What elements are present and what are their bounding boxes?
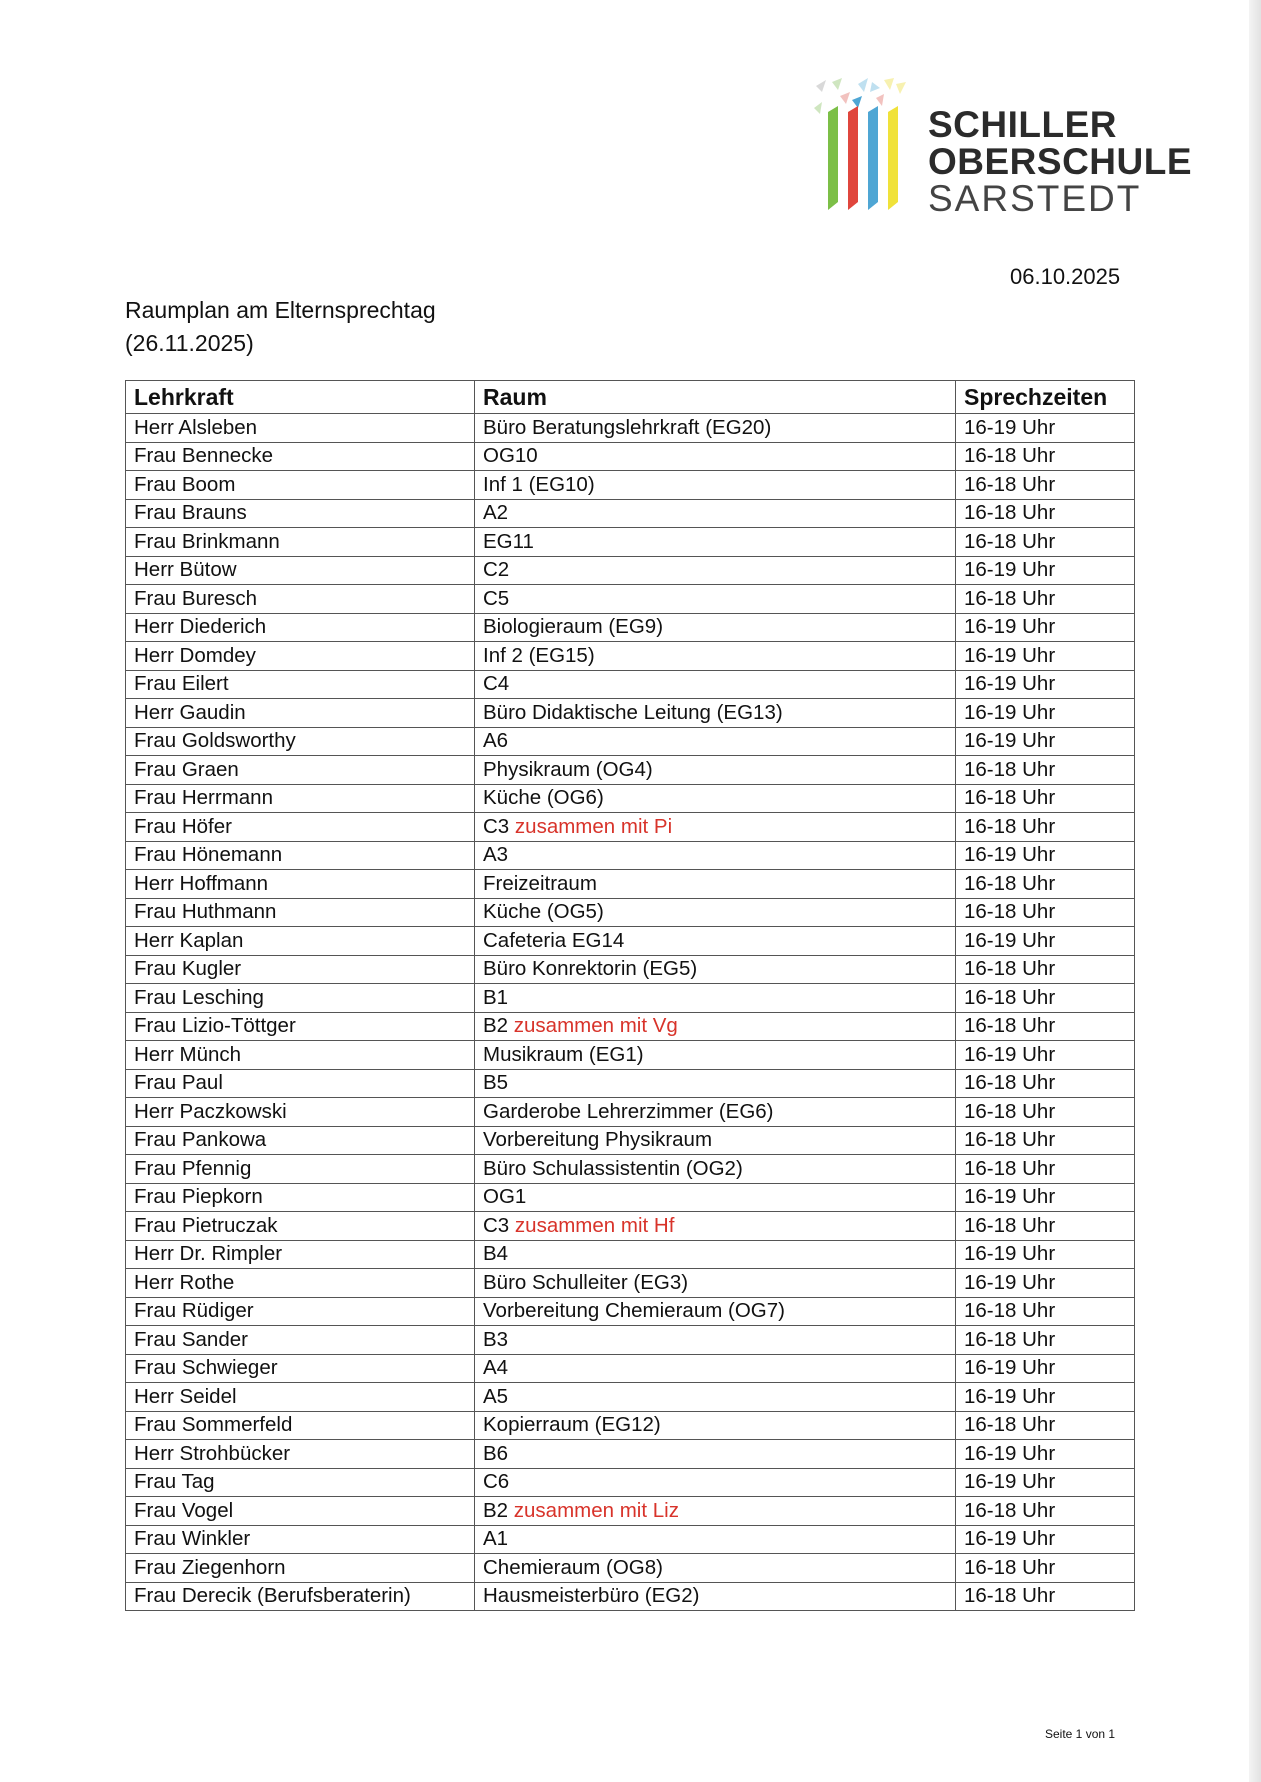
- room-label: B5: [483, 1071, 509, 1095]
- time-cell: 16-18 Uhr: [956, 784, 1135, 813]
- teacher-cell: Herr Paczkowski: [126, 1098, 475, 1127]
- time-cell: 16-19 Uhr: [956, 841, 1135, 870]
- time-cell: 16-18 Uhr: [956, 1155, 1135, 1184]
- room-note: zusammen mit Vg: [513, 1014, 678, 1038]
- room-cell: [475, 841, 956, 870]
- room-label: OG10: [483, 444, 538, 468]
- teacher-cell: Herr Rothe: [126, 1269, 475, 1298]
- room-cell: [475, 414, 956, 443]
- time-cell: 16-18 Uhr: [956, 1582, 1135, 1611]
- teacher-cell: Herr Dr. Rimpler: [126, 1240, 475, 1269]
- table-row: [126, 1126, 1135, 1155]
- document-date: 06.10.2025: [1010, 264, 1121, 289]
- header-room: Raum: [475, 381, 956, 414]
- room-cell: [475, 1354, 956, 1383]
- teacher-cell: Frau Goldsworthy: [126, 727, 475, 756]
- table-row: [126, 1240, 1135, 1269]
- room-label: Büro Konrektorin (EG5): [483, 957, 698, 981]
- room-cell: [475, 1468, 956, 1497]
- table-row: [126, 1183, 1135, 1212]
- time-cell: 16-18 Uhr: [956, 984, 1135, 1013]
- table-row: [126, 670, 1135, 699]
- room-cell: [475, 1240, 956, 1269]
- time-cell: 16-19 Uhr: [956, 1383, 1135, 1412]
- table-row: [126, 585, 1135, 614]
- title-line2: (26.11.2025): [125, 330, 254, 356]
- room-note: zusammen mit Liz: [513, 1498, 679, 1522]
- room-label: Biologieraum (EG9): [483, 615, 664, 639]
- table-row: [126, 642, 1135, 671]
- room-cell: [475, 1383, 956, 1412]
- room-cell: [475, 1069, 956, 1098]
- teacher-cell: Frau Brinkmann: [126, 528, 475, 557]
- time-cell: 16-19 Uhr: [956, 1440, 1135, 1469]
- teacher-cell: Frau Bennecke: [126, 442, 475, 471]
- time-cell: 16-18 Uhr: [956, 1212, 1135, 1241]
- room-cell: [475, 670, 956, 699]
- table-header-row: [126, 381, 1135, 414]
- table-row: [126, 784, 1135, 813]
- room-cell: [475, 1269, 956, 1298]
- table-row: [126, 841, 1135, 870]
- time-cell: 16-19 Uhr: [956, 670, 1135, 699]
- time-cell: 16-18 Uhr: [956, 1554, 1135, 1583]
- room-label: C6: [483, 1470, 510, 1494]
- teacher-cell: Frau Herrmann: [126, 784, 475, 813]
- page-number: Seite 1 von 1: [1045, 1727, 1116, 1741]
- room-label: A4: [483, 1356, 509, 1380]
- table-row: [126, 471, 1135, 500]
- room-cell: [475, 813, 956, 842]
- room-label: B2: [483, 1498, 509, 1522]
- room-cell: [475, 1183, 956, 1212]
- teacher-cell: Frau Vogel: [126, 1497, 475, 1526]
- table-row: [126, 1582, 1135, 1611]
- time-cell: 16-18 Uhr: [956, 585, 1135, 614]
- room-cell: [475, 784, 956, 813]
- table-row: [126, 414, 1135, 443]
- room-note: zusammen mit Hf: [514, 1213, 675, 1237]
- teacher-cell: Herr Seidel: [126, 1383, 475, 1412]
- time-cell: 16-19 Uhr: [956, 1354, 1135, 1383]
- teacher-cell: Herr Strohbücker: [126, 1440, 475, 1469]
- title-line1: Raumplan am Elternsprechtag: [125, 297, 436, 323]
- room-plan-table: [125, 380, 1135, 1611]
- teacher-cell: Frau Rüdiger: [126, 1297, 475, 1326]
- teacher-cell: Frau Ziegenhorn: [126, 1554, 475, 1583]
- teacher-cell: Frau Buresch: [126, 585, 475, 614]
- room-cell: [475, 556, 956, 585]
- teacher-cell: Herr Gaudin: [126, 699, 475, 728]
- time-cell: 16-19 Uhr: [956, 556, 1135, 585]
- document-title: [125, 294, 436, 360]
- room-cell: [475, 1041, 956, 1070]
- table-row: [126, 613, 1135, 642]
- room-cell: [475, 898, 956, 927]
- room-cell: [475, 499, 956, 528]
- room-label: Garderobe Lehrerzimmer (EG6): [483, 1099, 774, 1123]
- room-label: Kopierraum (EG12): [483, 1413, 661, 1437]
- room-label: Physikraum (OG4): [483, 757, 653, 781]
- room-label: Freizeitraum: [483, 871, 597, 895]
- table-row: [126, 1440, 1135, 1469]
- time-cell: 16-18 Uhr: [956, 1098, 1135, 1127]
- room-cell: [475, 442, 956, 471]
- room-cell: [475, 1440, 956, 1469]
- teacher-cell: Frau Höfer: [126, 813, 475, 842]
- table-row: [126, 1297, 1135, 1326]
- room-label: Büro Didaktische Leitung (EG13): [483, 700, 783, 724]
- teacher-cell: Frau Winkler: [126, 1525, 475, 1554]
- teacher-cell: Frau Huthmann: [126, 898, 475, 927]
- table-row: [126, 1525, 1135, 1554]
- time-cell: 16-18 Uhr: [956, 955, 1135, 984]
- table-row: [126, 699, 1135, 728]
- room-cell: [475, 984, 956, 1013]
- room-cell: [475, 699, 956, 728]
- time-cell: 16-19 Uhr: [956, 727, 1135, 756]
- room-cell: [475, 870, 956, 899]
- table-row: [126, 1155, 1135, 1184]
- room-label: Inf 2 (EG15): [483, 643, 595, 667]
- room-cell: [475, 471, 956, 500]
- table-row: [126, 1554, 1135, 1583]
- table-row: [126, 1383, 1135, 1412]
- room-label: A6: [483, 729, 509, 753]
- table-row: [126, 870, 1135, 899]
- teacher-cell: Frau Tag: [126, 1468, 475, 1497]
- table-row: [126, 1041, 1135, 1070]
- teacher-cell: Frau Sander: [126, 1326, 475, 1355]
- room-cell: [475, 1126, 956, 1155]
- room-label: A5: [483, 1384, 509, 1408]
- room-label: OG1: [483, 1185, 527, 1209]
- time-cell: 16-19 Uhr: [956, 1468, 1135, 1497]
- table-row: [126, 1354, 1135, 1383]
- time-cell: 16-18 Uhr: [956, 1069, 1135, 1098]
- table-row: [126, 898, 1135, 927]
- room-cell: [475, 1212, 956, 1241]
- time-cell: 16-18 Uhr: [956, 1411, 1135, 1440]
- table-row: [126, 1411, 1135, 1440]
- room-label: B3: [483, 1327, 509, 1351]
- room-label: Chemieraum (OG8): [483, 1555, 663, 1579]
- time-cell: 16-18 Uhr: [956, 471, 1135, 500]
- teacher-cell: Herr Alsleben: [126, 414, 475, 443]
- room-cell: [475, 1155, 956, 1184]
- teacher-cell: Herr Hoffmann: [126, 870, 475, 899]
- room-cell: [475, 1554, 956, 1583]
- room-label: A1: [483, 1527, 509, 1551]
- room-cell: [475, 727, 956, 756]
- room-cell: [475, 955, 956, 984]
- teacher-cell: Frau Lesching: [126, 984, 475, 1013]
- time-cell: 16-18 Uhr: [956, 870, 1135, 899]
- room-label: Musikraum (EG1): [483, 1042, 644, 1066]
- table-row: [126, 1212, 1135, 1241]
- table-row: [126, 1098, 1135, 1127]
- teacher-cell: Frau Schwieger: [126, 1354, 475, 1383]
- room-label: B4: [483, 1242, 509, 1266]
- room-cell: [475, 927, 956, 956]
- header-time: Sprechzeiten: [956, 381, 1135, 414]
- time-cell: 16-18 Uhr: [956, 1326, 1135, 1355]
- room-label: C5: [483, 586, 510, 610]
- room-cell: [475, 642, 956, 671]
- room-cell: [475, 1098, 956, 1127]
- time-cell: 16-19 Uhr: [956, 1183, 1135, 1212]
- teacher-cell: Frau Paul: [126, 1069, 475, 1098]
- room-label: Cafeteria EG14: [483, 928, 625, 952]
- time-cell: 16-18 Uhr: [956, 528, 1135, 557]
- table-row: [126, 1012, 1135, 1041]
- table-row: [126, 499, 1135, 528]
- logo-text-line2: OBERSCHULE: [928, 141, 1193, 182]
- teacher-cell: Frau Boom: [126, 471, 475, 500]
- table-row: [126, 727, 1135, 756]
- room-cell: [475, 1525, 956, 1554]
- room-cell: [475, 1497, 956, 1526]
- room-cell: [475, 1582, 956, 1611]
- room-label: Küche (OG6): [483, 786, 604, 810]
- teacher-cell: Herr Bütow: [126, 556, 475, 585]
- teacher-cell: Herr Kaplan: [126, 927, 475, 956]
- table-row: [126, 984, 1135, 1013]
- page-edge: [1249, 0, 1261, 1782]
- logo-text-line3: SARSTEDT: [928, 178, 1142, 219]
- table-row: [126, 1326, 1135, 1355]
- teacher-cell: Frau Kugler: [126, 955, 475, 984]
- room-label: B6: [483, 1441, 509, 1465]
- time-cell: 16-18 Uhr: [956, 499, 1135, 528]
- room-cell: [475, 528, 956, 557]
- room-label: B2: [483, 1014, 509, 1038]
- room-cell: [475, 585, 956, 614]
- room-note: zusammen mit Pi: [514, 814, 673, 838]
- time-cell: 16-18 Uhr: [956, 898, 1135, 927]
- teacher-cell: Frau Pfennig: [126, 1155, 475, 1184]
- time-cell: 16-19 Uhr: [956, 699, 1135, 728]
- room-label: Büro Schulassistentin (OG2): [483, 1156, 743, 1180]
- room-label: C4: [483, 672, 510, 696]
- teacher-cell: Frau Pietruczak: [126, 1212, 475, 1241]
- table-row: [126, 756, 1135, 785]
- room-label: Vorbereitung Physikraum: [483, 1128, 713, 1152]
- room-label: B1: [483, 985, 509, 1009]
- time-cell: 16-18 Uhr: [956, 756, 1135, 785]
- teacher-cell: Frau Pankowa: [126, 1126, 475, 1155]
- room-label: Büro Beratungslehrkraft (EG20): [483, 415, 772, 439]
- room-label: EG11: [483, 529, 534, 553]
- table-row: [126, 556, 1135, 585]
- room-label: Büro Schulleiter (EG3): [483, 1270, 689, 1294]
- header-teacher: Lehrkraft: [126, 381, 475, 414]
- time-cell: 16-18 Uhr: [956, 1126, 1135, 1155]
- time-cell: 16-19 Uhr: [956, 1525, 1135, 1554]
- time-cell: 16-19 Uhr: [956, 1269, 1135, 1298]
- room-label: A2: [483, 501, 509, 525]
- time-cell: 16-19 Uhr: [956, 927, 1135, 956]
- teacher-cell: Frau Lizio-Töttger: [126, 1012, 475, 1041]
- time-cell: 16-18 Uhr: [956, 1497, 1135, 1526]
- time-cell: 16-19 Uhr: [956, 1240, 1135, 1269]
- table-row: [126, 955, 1135, 984]
- table-row: [126, 1497, 1135, 1526]
- room-cell: [475, 756, 956, 785]
- room-label: Vorbereitung Chemieraum (OG7): [483, 1299, 785, 1323]
- teacher-cell: Frau Brauns: [126, 499, 475, 528]
- time-cell: 16-18 Uhr: [956, 813, 1135, 842]
- room-cell: [475, 1326, 956, 1355]
- teacher-cell: Herr Münch: [126, 1041, 475, 1070]
- time-cell: 16-19 Uhr: [956, 642, 1135, 671]
- table-row: [126, 1468, 1135, 1497]
- teacher-cell: Frau Derecik (Berufsberaterin): [126, 1582, 475, 1611]
- teacher-cell: Herr Domdey: [126, 642, 475, 671]
- table-row: [126, 528, 1135, 557]
- room-cell: [475, 1012, 956, 1041]
- school-logo: [812, 78, 1193, 219]
- room-cell: [475, 613, 956, 642]
- room-label: Inf 1 (EG10): [483, 472, 595, 496]
- logo-stripes-icon: [812, 78, 922, 216]
- logo-text-line1: SCHILLER: [928, 104, 1117, 145]
- room-label: C3: [483, 814, 510, 838]
- room-cell: [475, 1297, 956, 1326]
- teacher-cell: Frau Piepkorn: [126, 1183, 475, 1212]
- time-cell: 16-19 Uhr: [956, 414, 1135, 443]
- table-row: [126, 927, 1135, 956]
- time-cell: 16-18 Uhr: [956, 442, 1135, 471]
- teacher-cell: Frau Graen: [126, 756, 475, 785]
- table-row: [126, 1069, 1135, 1098]
- table-row: [126, 813, 1135, 842]
- table-row: [126, 442, 1135, 471]
- teacher-cell: Herr Diederich: [126, 613, 475, 642]
- teacher-cell: Frau Hönemann: [126, 841, 475, 870]
- teacher-cell: Frau Eilert: [126, 670, 475, 699]
- room-label: C3: [483, 1213, 510, 1237]
- time-cell: 16-18 Uhr: [956, 1297, 1135, 1326]
- room-label: C2: [483, 558, 510, 582]
- room-label: A3: [483, 843, 509, 867]
- room-label: Küche (OG5): [483, 900, 604, 924]
- room-cell: [475, 1411, 956, 1440]
- table-row: [126, 1269, 1135, 1298]
- time-cell: 16-18 Uhr: [956, 1012, 1135, 1041]
- room-label: Hausmeisterbüro (EG2): [483, 1584, 700, 1608]
- time-cell: 16-19 Uhr: [956, 1041, 1135, 1070]
- time-cell: 16-19 Uhr: [956, 613, 1135, 642]
- teacher-cell: Frau Sommerfeld: [126, 1411, 475, 1440]
